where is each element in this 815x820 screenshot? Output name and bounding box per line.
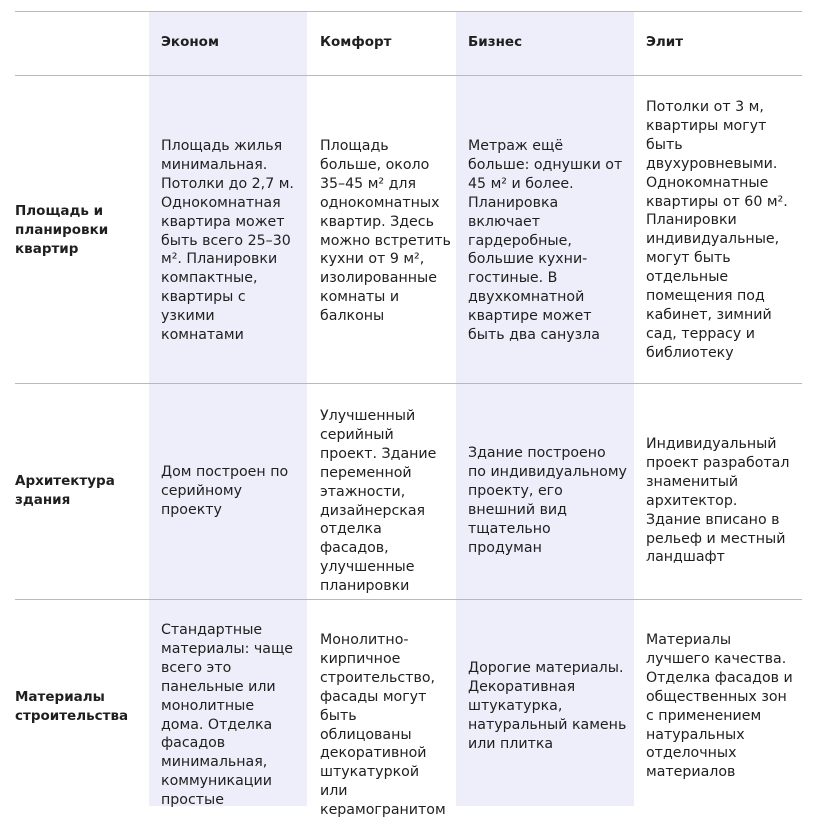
table-cell: Площадь больше, около 35–45 м² для однокомнатных квартир. Здесь можно встретить кухни от 9 м², изолированные комнаты и балконы	[320, 138, 451, 325]
row-label-architecture: Архитектура здания	[15, 473, 115, 508]
row-divider	[15, 383, 802, 384]
table-cell: Дом построен по серийному проекту	[161, 464, 289, 518]
table-cell: Метраж ещё больше: однушки от 45 м² и более. Планировка включает гардеробные, большие кухни-гостиные. В двухкомнатной квартире может быть два санузла	[468, 138, 623, 344]
table-cell: Потолки от 3 м, квартиры могут быть двухуровневыми. Однокомнатные квартиры от 60 м². Планировки индивидуальные, могут быть отдельные помещения под кабинет, зимний сад, террасу и библиотеку	[646, 99, 788, 361]
table-cell: Здание построено по индивидуальному проекту, его внешний вид тщательно продуман	[468, 445, 627, 556]
table-cell: Дорогие материалы. Декоративная штукатурка, натуральный камень или плитка	[468, 660, 627, 752]
column-header-komfort: Комфорт	[320, 34, 392, 50]
table-cell: Монолитно-кирпичное строительство, фасады могут быть облицованы декоративной штукатуркой или керамогранитом	[320, 632, 446, 819]
column-header-biznes: Бизнес	[468, 34, 523, 50]
column-header-ekonom: Эконом	[161, 34, 219, 50]
row-label-area: Площадь и планировки квартир	[15, 203, 109, 257]
table-top-rule	[15, 11, 802, 12]
table-cell: Индивидуальный проект разработал знаменитый архитектор. Здание вписано в рельеф и местный ландшафт	[646, 436, 790, 566]
table-cell: Материалы лучшего качества. Отделка фасадов и общественных зон с применением натуральных отделочных материалов	[646, 632, 793, 781]
column-header-elit: Элит	[646, 34, 684, 50]
row-divider	[15, 599, 802, 600]
row-label-materials: Материалы строительства	[15, 689, 129, 724]
table-cell: Улучшенный серийный проект. Здание переменной этажности, дизайнерская отделка фасадов, улучшенные планировки	[320, 408, 437, 595]
table-cell: Стандартные материалы: чаще всего это панельные или монолитные дома. Отделка фасадов минимальная, коммуникации простые	[161, 622, 294, 809]
header-divider	[15, 75, 802, 76]
table-cell: Площадь жилья минимальная. Потолки до 2,7 м. Однокомнатная квартира может быть всего 25–30 м². Планировки компактные, квартиры с узкими комнатами	[161, 138, 294, 344]
